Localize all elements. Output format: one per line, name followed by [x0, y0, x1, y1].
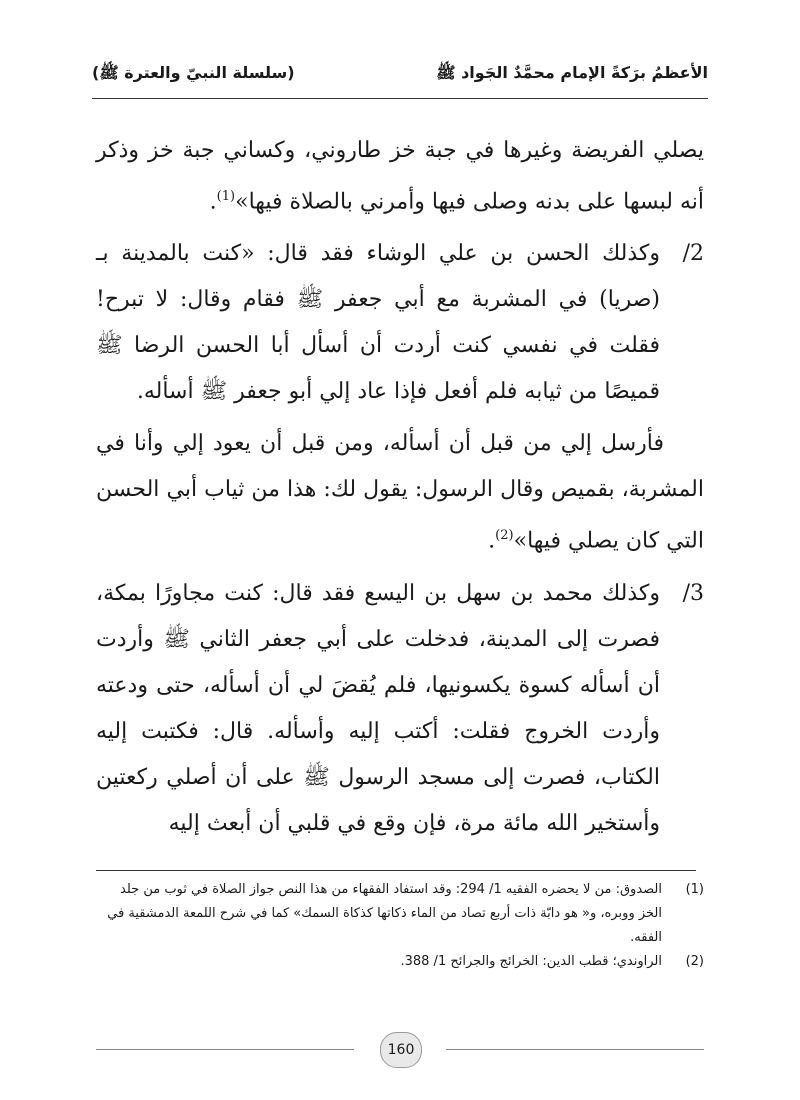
footer-rule-right: [446, 1049, 704, 1050]
footnote-number: (1): [685, 882, 704, 897]
series-title: (سلسلة النبيّ والعترة ﷺ): [92, 62, 295, 82]
item-text: وكذلك محمد بن سهل بن اليسع فقد قال: كنت مجاورًا بمكة، فصرت إلى المدينة، فدخلت على أبي جعفر الثاني ﷺ وأردت أن أسأله كسوة يكسونيها، فلم يُقضَ لي أن أسأله، حتى ودعته وأردت الخروج فقلت: أكتب إليه وأسأله. قال: فكتبت إليه الكتاب، فصرت إلى مسجد الرسول ﷺ على أن أصلي ركعتين وأستخير الله مائة مرة، فإن وقع في قلبي أن أبعث إليه: [96, 580, 660, 836]
footnote-text: الراوندي؛ قطب الدين: الخرائج والجرائح 1/ 388.: [400, 954, 662, 969]
footnote-ref-1: (1): [216, 189, 236, 204]
body-text: [96, 128, 704, 853]
footnote-text: الصدوق: من لا يحضره الفقيه 1/ 294: وقد استفاد الفقهاء من هذا النص جواز الصلاة في ثوب من جلد الخز ووبره، و« هو دابّة ذات أربع تصاد من الماء ذكاتها كذكاة السمك» كما في شرح اللمعة الدمشقية في الفقه.: [107, 882, 662, 945]
footnote-ref-2: (2): [495, 528, 514, 544]
book-title: الأعظمُ برَكةً الإمام محمَّدٌ الجَواد ﷺ: [436, 62, 708, 82]
list-item-2: [96, 231, 704, 415]
item-number: 3/: [682, 580, 704, 606]
footnote-2: [96, 950, 704, 974]
running-header: [92, 56, 708, 92]
list-item-3: [96, 571, 704, 847]
paragraph-1: يصلي الفريضة وغيرها في جبة خز طاروني، وكساني جبة خز وذكر أنه لبسها على بدنه وصلى فيها وأمرني بالصلاة فيها»$^{(1)}$.: [96, 138, 704, 215]
header-rule: [92, 98, 708, 99]
item-text: وكذلك الحسن بن علي الوشاء فقد قال: «كنت بالمدينة بـ (صريا) في المشربة مع أبي جعفر ﷺ فقام وقال: لا تبرح! فقلت في نفسي كنت أردت أن أسأل أبا الحسن الرضا ﷺ قميصًا من ثيابه فلم أفعل فإذا عاد إلي أبو جعفر ﷺ أسأله.: [96, 241, 660, 405]
page-footer: [96, 1032, 704, 1068]
footnotes: [96, 878, 704, 974]
paragraph-2: فأرسل إلي من قبل أن أسأله، ومن قبل أن يعود إلي وأنا في المشربة، بقميص وقال الرسول: يقول لك: هذا من ثياب أبي الحسن التي كان يصلي فيها»$^{(2)}$.: [96, 431, 704, 554]
footnote-rule: [96, 870, 696, 871]
footer-rule-left: [96, 1049, 354, 1050]
page-number: 160: [380, 1032, 422, 1068]
footnote-number: (2): [685, 954, 704, 969]
footnote-1: [96, 878, 704, 950]
item-number: 2/: [682, 241, 704, 267]
